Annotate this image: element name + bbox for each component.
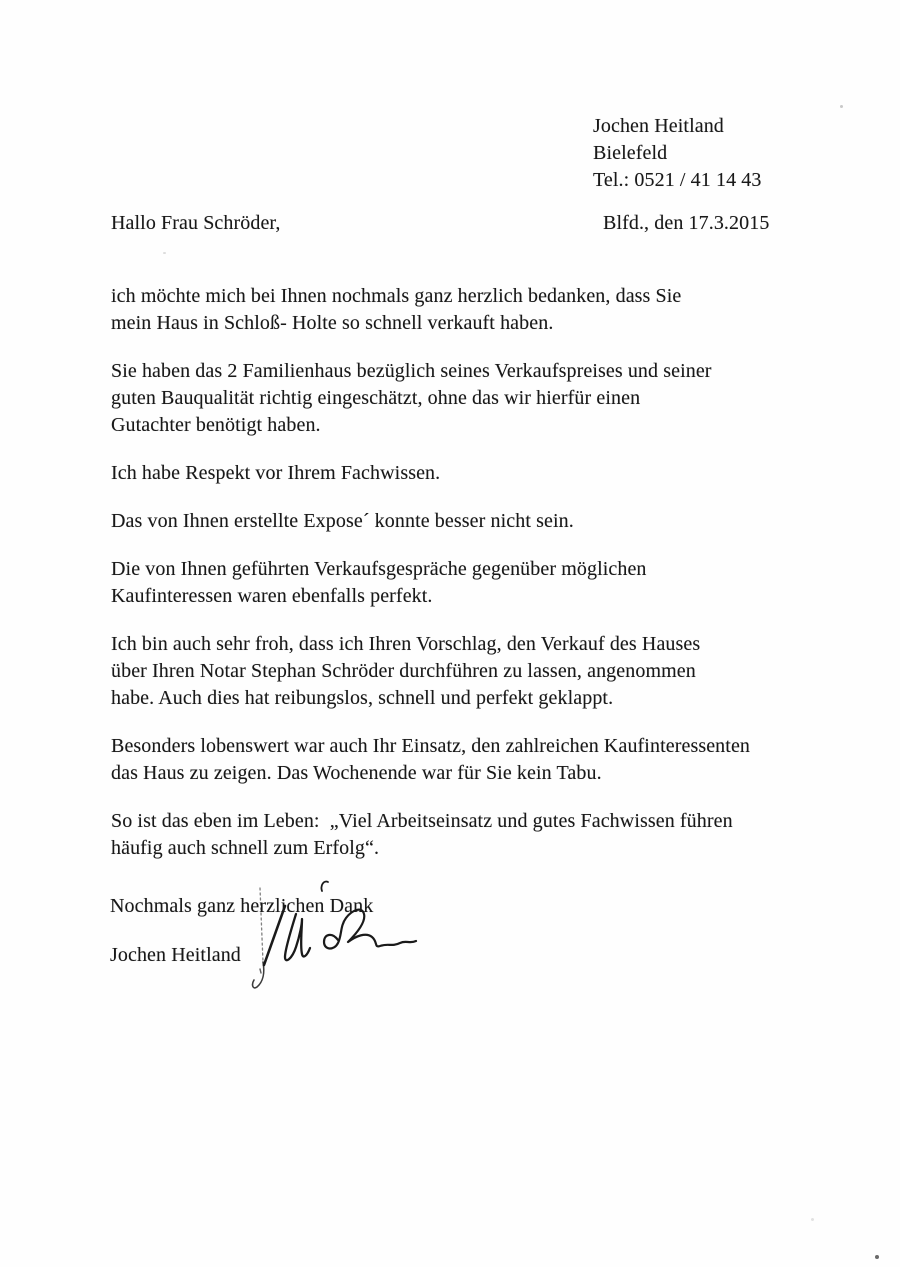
paragraph-line: Kaufinteressen waren ebenfalls perfekt. xyxy=(111,585,433,607)
paragraph-line: über Ihren Notar Stephan Schröder durchführen zu lassen, angenommen xyxy=(111,660,696,682)
paragraph-line: Besonders lobenswert war auch Ihr Einsatz, den zahlreichen Kaufinteressenten xyxy=(111,735,751,757)
paragraph-line: Gutachter benötigt haben. xyxy=(111,414,321,436)
scan-speck xyxy=(840,105,843,108)
signature-tick xyxy=(260,969,261,973)
paragraph xyxy=(111,358,831,439)
paragraph xyxy=(111,283,831,337)
paragraph xyxy=(111,508,831,535)
sender-phone: Tel.: 0521 / 41 14 43 xyxy=(593,169,762,191)
paragraph-line: ich möchte mich bei Ihnen nochmals ganz herzlich bedanken, dass Sie xyxy=(111,285,682,307)
closing-thanks: Nochmals ganz herzlichen Dank xyxy=(110,895,374,917)
signature-hook-stroke xyxy=(253,962,264,988)
paragraph-line: mein Haus in Schloß- Holte so schnell verkauft haben. xyxy=(111,312,554,334)
paragraph xyxy=(111,460,831,487)
paragraph-line: Sie haben das 2 Familienhaus bezüglich seines Verkaufspreises und seiner xyxy=(111,360,712,382)
signature-letters-stroke xyxy=(285,914,310,960)
letter-body xyxy=(111,283,831,883)
sender-block xyxy=(593,113,761,194)
paragraph-line: häufig auch schnell zum Erfolg“. xyxy=(111,837,380,859)
signer-name: Jochen Heitland xyxy=(110,944,241,966)
paragraph-line: das Haus zu zeigen. Das Wochenende war für Sie kein Tabu. xyxy=(111,762,602,784)
paragraph-line: Ich bin auch sehr froh, dass ich Ihren Vorschlag, den Verkauf des Hauses xyxy=(111,633,701,655)
paragraph-line: Das von Ihnen erstellte Expose´ konnte besser nicht sein. xyxy=(111,510,574,532)
signature-apostrophe xyxy=(321,882,328,891)
sender-name: Jochen Heitland xyxy=(593,115,724,137)
scan-speck xyxy=(163,252,166,254)
paragraph xyxy=(111,733,831,787)
paragraph-line: guten Bauqualität richtig eingeschätzt, ohne das wir hierfür einen xyxy=(111,387,641,409)
paragraph-line: Ich habe Respekt vor Ihrem Fachwissen. xyxy=(111,462,441,484)
scan-speck xyxy=(875,1255,879,1259)
salutation: Hallo Frau Schröder, xyxy=(111,212,281,234)
paragraph xyxy=(111,808,831,862)
paragraph-line: habe. Auch dies hat reibungslos, schnell und perfekt geklappt. xyxy=(111,687,614,709)
paragraph xyxy=(111,631,831,712)
letter-date: Blfd., den 17.3.2015 xyxy=(603,212,770,234)
handwritten-signature-ink xyxy=(240,868,430,1003)
paragraph xyxy=(111,556,831,610)
signature-slash-stroke xyxy=(264,906,285,965)
signature-dashed-stroke xyxy=(260,888,263,962)
signature-tail-stroke xyxy=(324,910,416,949)
paragraph-line: Die von Ihnen geführten Verkaufsgespräche gegenüber möglichen xyxy=(111,558,647,580)
scan-speck xyxy=(811,1218,814,1221)
sender-city: Bielefeld xyxy=(593,142,668,164)
paragraph-line: So ist das eben im Leben: „Viel Arbeitseinsatz und gutes Fachwissen führen xyxy=(111,810,733,832)
